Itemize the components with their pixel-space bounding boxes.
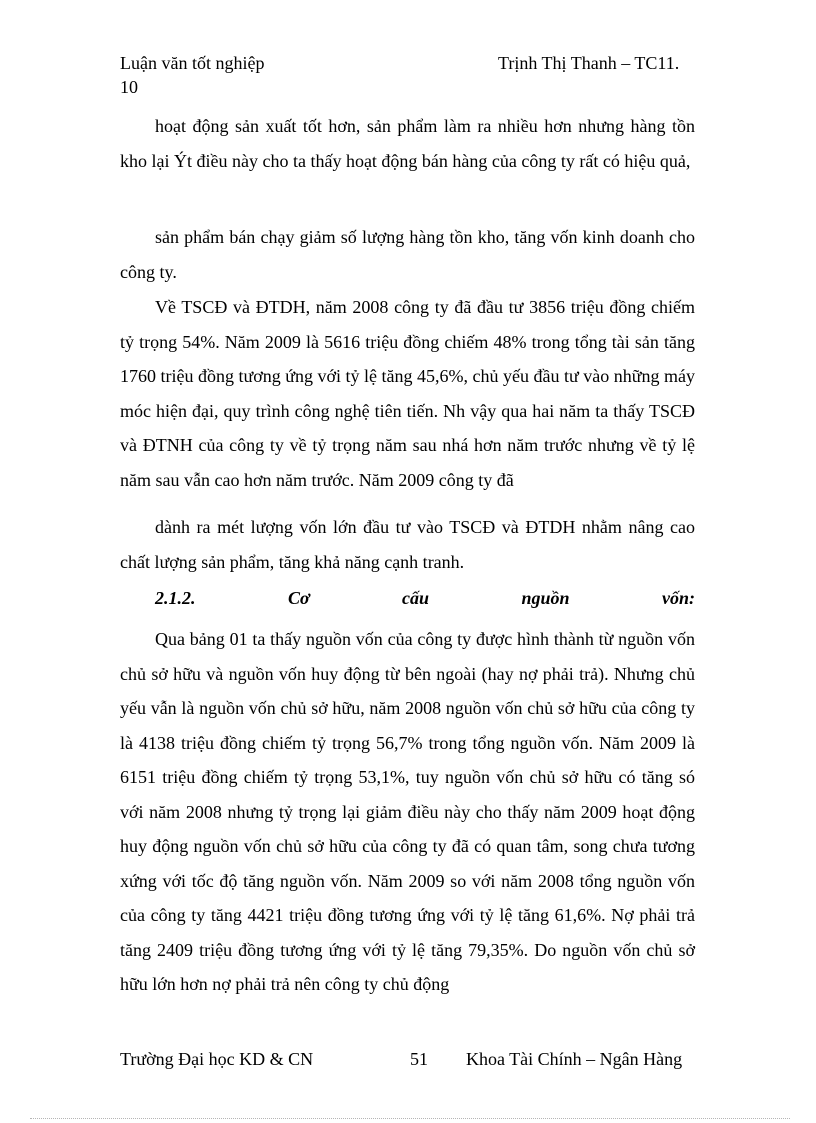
- footer-university: Trường Đại học KD & CN: [120, 1049, 314, 1069]
- section-number: 2.1.2.: [155, 588, 196, 608]
- paragraph-sales-efficiency: hoạt động sản xuất tốt hơn, sản phẩm làm ra nhiều hơn nhưng hàng tồn kho lại Ýt điều này cho ta thấy hoạt động bán hàng của công ty rất có hiệu quả,: [120, 116, 695, 171]
- section-heading-word: cấu: [402, 588, 430, 608]
- paragraph-investment: dành ra mét lượng vốn lớn đầu tư vào TSCĐ và ĐTDH nhằm nâng cao chất lượng sản phẩm, tăng khả năng cạnh tranh.: [120, 517, 695, 572]
- footer-page-number: 51: [410, 1049, 428, 1069]
- header-number: 10: [120, 77, 138, 97]
- header-author-right: Trịnh Thị Thanh – TC11.: [498, 53, 680, 73]
- section-heading-word: Cơ: [287, 588, 310, 608]
- section-heading: [155, 588, 695, 609]
- paragraph-fixed-assets: Về TSCĐ và ĐTDH, năm 2008 công ty đã đầu tư 3856 triệu đồng chiếm tỷ trọng 54%. Năm 2009 là 5616 triệu đồng chiếm 48% trong tổng tài sản tăng 1760 triệu đồng tương ứng với tỷ lệ tăng 45,6%, chủ yếu đầu tư vào những máy móc hiện đại, quy trình công nghệ tiên tiến. Nh vậy qua hai năm ta thấy TSCĐ và ĐTNH của công ty về tỷ trọng năm sau nhá hơn năm trước nhưng về tỷ lệ năm sau vẫn cao hơn năm trước. Năm 2009 công ty đã: [120, 297, 695, 490]
- header-title-left: Luận văn tốt nghiệp: [120, 53, 265, 73]
- paragraph-capital-structure: Qua bảng 01 ta thấy nguồn vốn của công ty được hình thành từ nguồn vốn chủ sở hữu và nguồn vốn huy động từ bên ngoài (hay nợ phải trả). Nhưng chủ yếu vẫn là nguồn vốn chủ sở hữu, năm 2008 nguồn vốn chủ sở hữu của công ty là 4138 triệu đồng chiếm tỷ trọng 56,7% trong tổng nguồn vốn. Năm 2009 là 6151 triệu đồng chiếm tỷ trọng 53,1%, tuy nguồn vốn chủ sở hữu có tăng só với năm 2008 nhưng tỷ trọng lại giảm điều này cho thấy năm 2009 hoạt động huy động nguồn vốn chủ sở hữu của công ty đã có quan tâm, song chưa tương xứng với tốc độ tăng nguồn vốn. Năm 2009 so với năm 2008 tổng nguồn vốn của công ty tăng 4421 triệu đồng tương ứng với tỷ lệ tăng 61,6%. Nợ phải trả tăng 2409 triệu đồng tương ứng với tỷ lệ tăng 79,35%. Do nguồn vốn chủ sở hữu lớn hơn nợ phải trả nên công ty chủ động: [120, 629, 695, 994]
- section-heading-word: nguồn: [521, 588, 570, 608]
- page-bottom-divider: [30, 1118, 790, 1119]
- section-heading-word: vốn:: [661, 588, 695, 608]
- footer-faculty: Khoa Tài Chính – Ngân Hàng: [466, 1049, 683, 1069]
- paragraph-inventory: sản phẩm bán chạy giảm số lượng hàng tồn kho, tăng vốn kinh doanh cho công ty.: [120, 227, 695, 282]
